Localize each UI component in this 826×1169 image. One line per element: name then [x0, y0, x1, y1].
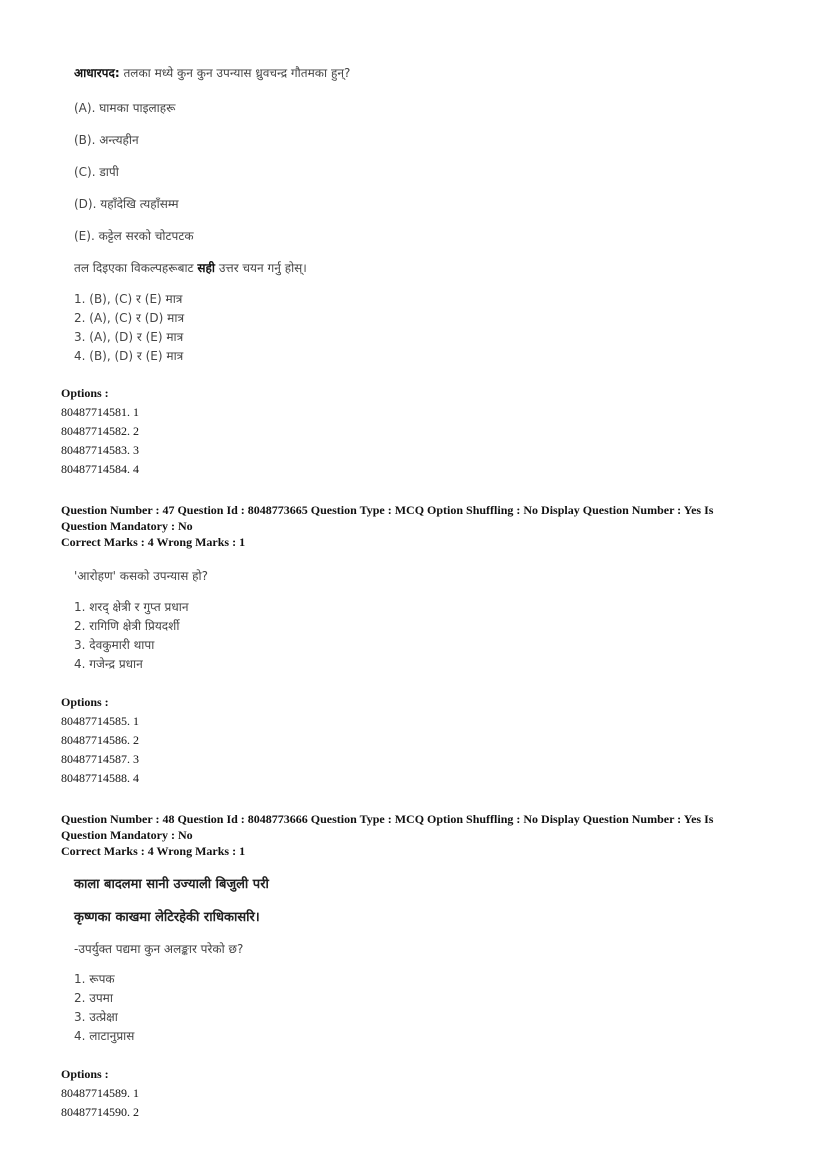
question-48-meta [61, 811, 761, 859]
question-46-instruction [74, 259, 307, 276]
option-row: 80487714582. 2 [61, 424, 139, 438]
statement-b: (B). अन्त्यहीन [74, 133, 139, 147]
options-title: Options : [61, 1067, 109, 1081]
option-row: 80487714586. 2 [61, 733, 139, 747]
option-row: 80487714588. 4 [61, 771, 139, 785]
choice-2: 2. उपमा [74, 991, 113, 1005]
options-title: Options : [61, 695, 109, 709]
question-47-meta-line2: Correct Marks : 4 Wrong Marks : 1 [61, 535, 246, 549]
verse-line-2: कृष्णका काखमा लेटिरहेकी राधिकासरि। [74, 910, 260, 925]
question-48-stem: -उपर्युक्त पद्यमा कुन अलङ्कार परेको छ? [74, 942, 244, 956]
question-48-meta-line1: Question Number : 48 Question Id : 8048773666 Question Type : MCQ Option Shuffling : No Display Question Number : Yes Is Question Mandatory : No [61, 812, 714, 842]
choice-1: 1. शरद्‌ क्षेत्री र गुप्त प्रधान [74, 600, 189, 614]
choice-2: 2. रागिणि क्षेत्री प्रियदर्शी [74, 619, 180, 633]
options-title: Options : [61, 386, 109, 400]
choice-4: 4. (B), (D) र (E) मात्र [74, 349, 184, 363]
instruction-bold: सही [197, 261, 216, 275]
stem-prefix: आधारपद: [74, 66, 120, 80]
choice-4: 4. लाटानुप्रास [74, 1029, 135, 1043]
question-47-meta [61, 502, 761, 550]
question-47-meta-line1: Question Number : 47 Question Id : 8048773665 Question Type : MCQ Option Shuffling : No Display Question Number : Yes Is Question Mandatory : No [61, 503, 714, 533]
choice-3: 3. देवकुमारी थापा [74, 638, 155, 652]
choice-3: 3. (A), (D) र (E) मात्र [74, 330, 184, 344]
choice-1: 1. (B), (C) र (E) मात्र [74, 292, 183, 306]
option-row: 80487714589. 1 [61, 1086, 139, 1100]
instruction-pre: तल दिइएका विकल्पहरूबाट [74, 261, 198, 275]
statement-d: (D). यहाँदेखि त्यहाँसम्म [74, 197, 179, 211]
statement-c: (C). डापी [74, 165, 119, 179]
option-row: 80487714584. 4 [61, 462, 139, 476]
statement-e: (E). कट्टेल सरको चोटपटक [74, 229, 194, 243]
choice-3: 3. उत्प्रेक्षा [74, 1010, 118, 1024]
question-46-stem [74, 64, 350, 81]
choice-1: 1. रूपक [74, 972, 115, 986]
question-47-stem: 'आरोहण' कसको उपन्यास हो? [74, 569, 208, 583]
question-48-meta-line2: Correct Marks : 4 Wrong Marks : 1 [61, 844, 246, 858]
instruction-post: उत्तर चयन गर्नु होस्। [215, 261, 307, 275]
option-row: 80487714583. 3 [61, 443, 139, 457]
option-row: 80487714585. 1 [61, 714, 139, 728]
statement-a: (A). घामका पाइलाहरू [74, 101, 176, 115]
option-row: 80487714581. 1 [61, 405, 139, 419]
choice-2: 2. (A), (C) र (D) मात्र [74, 311, 185, 325]
stem-text: तलका मध्ये कुन कुन उपन्यास ध्रुवचन्द्र गौतमका हुन्? [119, 66, 351, 80]
option-row: 80487714587. 3 [61, 752, 139, 766]
verse-line-1: काला बादलमा सानी उज्याली बिजुली परी [74, 877, 269, 892]
choice-4: 4. गजेन्द्र प्रधान [74, 657, 143, 671]
option-row: 80487714590. 2 [61, 1105, 139, 1119]
